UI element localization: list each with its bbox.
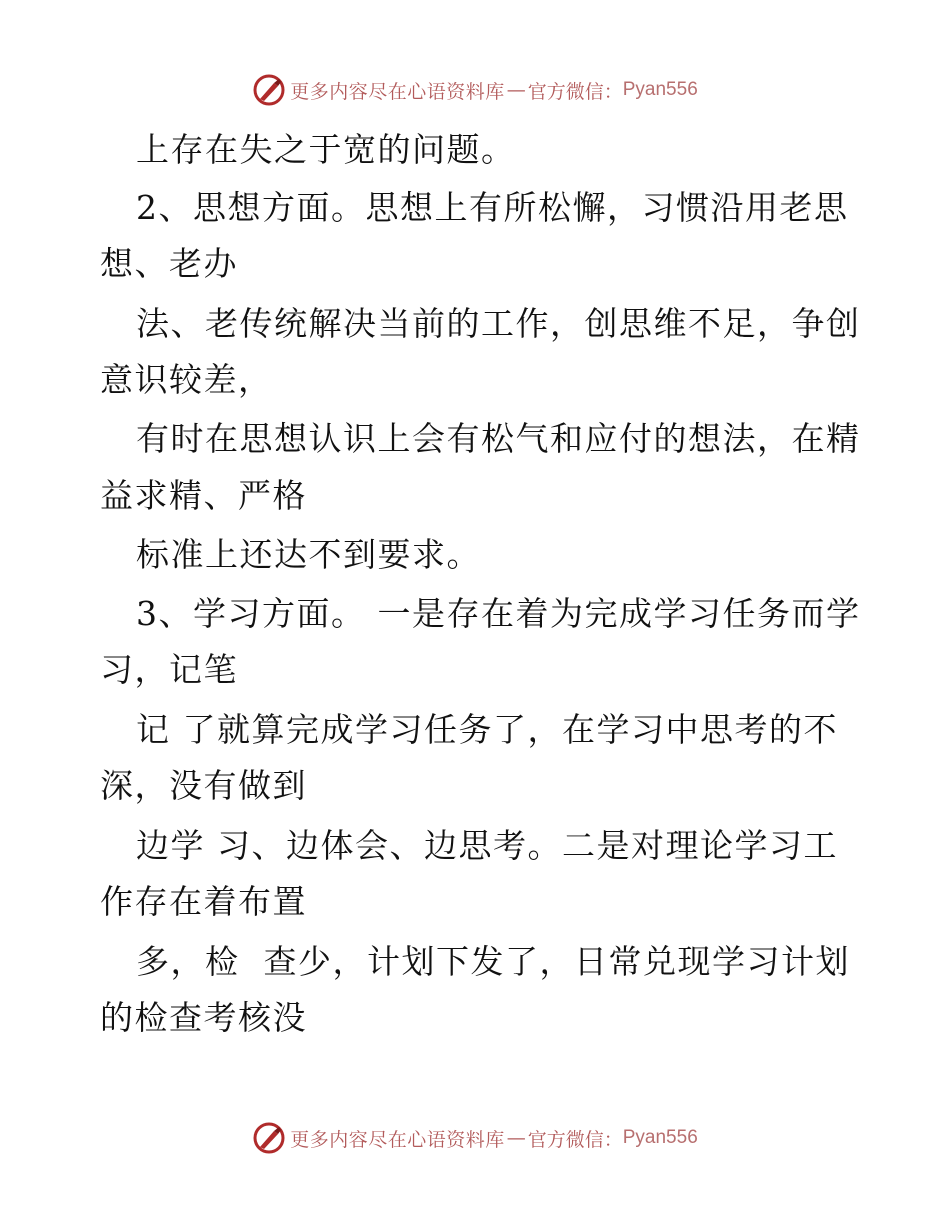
pen-seal-icon xyxy=(252,73,286,107)
text-line: 意识较差， xyxy=(100,360,273,399)
banner-site-name: 更多内容尽在心语资料库 xyxy=(290,80,505,103)
banner-separator: — xyxy=(506,79,526,101)
banner-wechat-id: Pyan556 xyxy=(622,1127,698,1148)
text-line: 的检查考核没 xyxy=(100,998,307,1037)
text-line: 想、老办 xyxy=(100,244,238,283)
banner-wechat-label: 官方微信： xyxy=(527,1128,623,1151)
banner-wechat-id: Pyan556 xyxy=(622,79,698,100)
banner-site-name: 更多内容尽在心语资料库 xyxy=(290,1128,505,1151)
text-line: 益求精、严格 xyxy=(100,476,307,515)
text-line: 标准上还达不到要求。 xyxy=(136,535,481,574)
pen-seal-icon xyxy=(252,1121,286,1155)
text-line: 深，没有做到 xyxy=(100,766,307,805)
text-line: 多，检 查少，计划下发了，日常兑现学习计划 xyxy=(136,942,850,981)
text-line: 2、思想方面。思想上有所松懈，习惯沿用老思 xyxy=(136,188,849,227)
text-line: 边学 习、边体会、边思考。二是对理论学习工 xyxy=(136,826,838,865)
text-line: 作存在着布置 xyxy=(100,882,307,921)
header-banner xyxy=(0,70,950,110)
footer-banner xyxy=(0,1118,950,1158)
text-line: 上存在失之于宽的问题。 xyxy=(136,130,516,169)
banner-separator: — xyxy=(506,1127,526,1149)
text-line: 习，记笔 xyxy=(100,650,238,689)
text-line: 有时在思想认识上会有松气和应付的想法，在精 xyxy=(136,419,861,458)
text-line: 法、老传统解决当前的工作，创思维不足，争创 xyxy=(136,304,861,343)
banner-wechat-label: 官方微信： xyxy=(527,80,623,103)
text-line: 记 了就算完成学习任务了，在学习中思考的不 xyxy=(136,710,838,749)
text-line: 3、学习方面。 一是存在着为完成学习任务而学 xyxy=(136,594,861,633)
